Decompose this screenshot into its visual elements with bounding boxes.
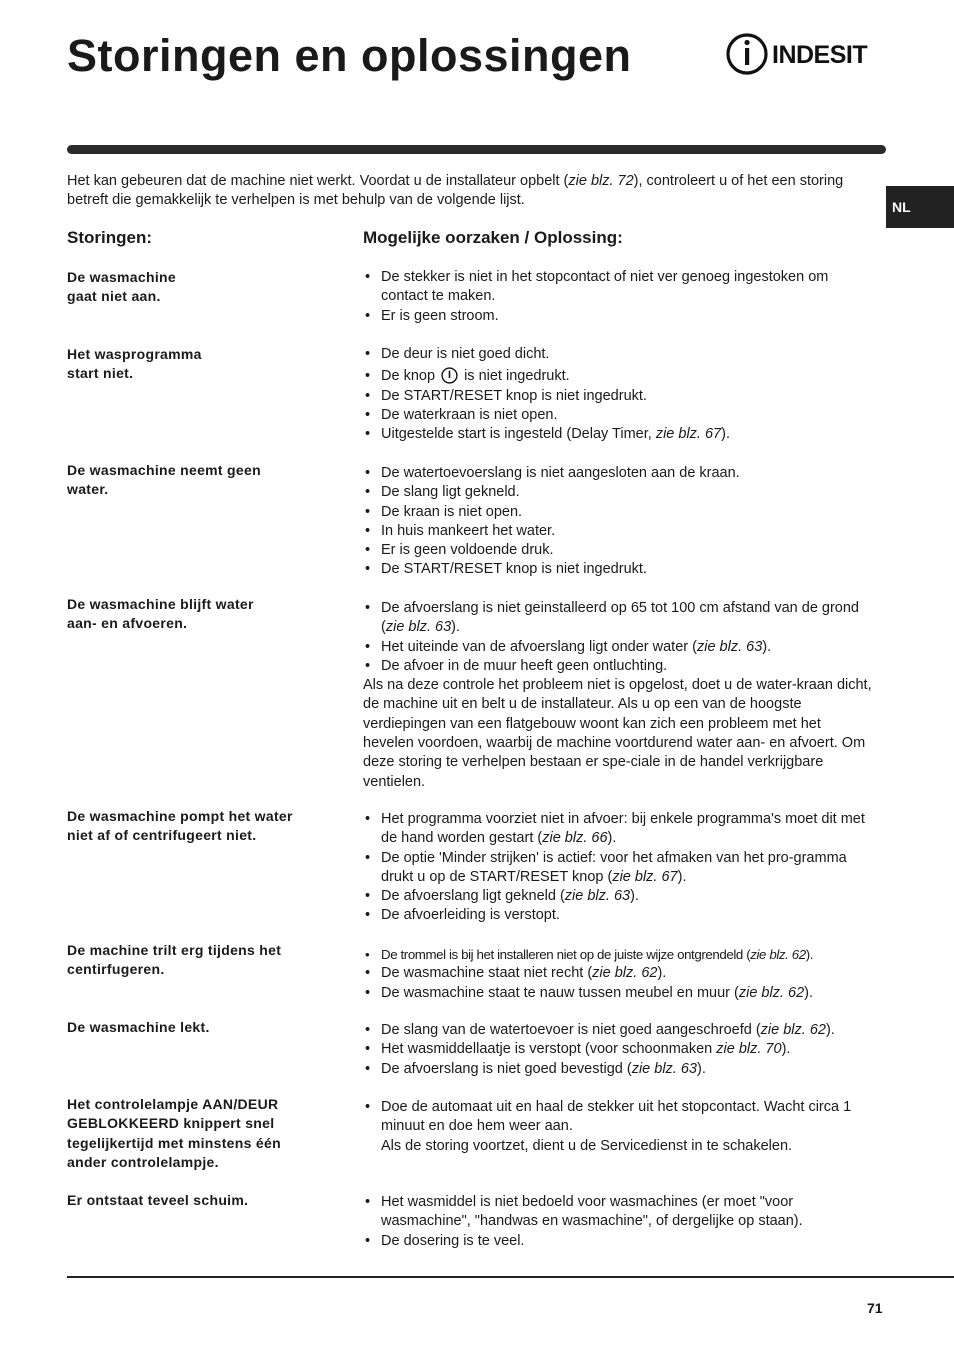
list-item: • De slang ligt gekneld.: [363, 483, 875, 502]
fault-solution: [363, 945, 875, 1003]
fault-solution: [363, 810, 875, 926]
list-item: • Het wasmiddellaatje is verstopt (voor schoonmaken zie blz. 70).: [363, 1040, 875, 1059]
list-item: • De afvoerleiding is verstopt.: [363, 906, 875, 925]
fault-title: [67, 461, 337, 500]
fault-title: [67, 941, 337, 980]
fault-title: [67, 1191, 337, 1210]
fault-title-line: water.: [67, 481, 109, 498]
language-tab: NL: [886, 186, 954, 228]
list-item: • De afvoerslang is niet goed bevestigd (zie blz. 63).: [363, 1060, 875, 1079]
fault-title-line: ander controlelampje.: [67, 1154, 219, 1171]
fault-title: [67, 807, 337, 846]
fault-title-line: tegelijkertijd met minstens één: [67, 1134, 281, 1151]
fault-title-line: De wasmachine blijft water: [67, 596, 254, 612]
list-item: • De optie 'Minder strijken' is actief: voor het afmaken van het pro-gramma drukt u op de START/RESET knop (zie blz. 67).: [363, 849, 875, 888]
list-item: • De wasmachine staat niet recht (zie blz. 62).: [363, 964, 875, 983]
fault-title-line: Het controlelampje AAN/DEUR: [67, 1096, 279, 1112]
list-item: • De stekker is niet in het stopcontact of niet ver genoeg ingestoken om contact te maken.: [363, 268, 875, 307]
fault-title: [67, 1095, 337, 1173]
list-item: • De knop is niet ingedrukt.: [363, 367, 875, 386]
list-item: • De waterkraan is niet open.: [363, 406, 875, 425]
list-item: • De START/RESET knop is niet ingedrukt.: [363, 387, 875, 406]
fault-solution: [363, 599, 875, 792]
list-item: • De trommel is bij het installeren niet op de juiste wijze ontgrendeld (zie blz. 62).: [363, 945, 875, 964]
list-item: • Het uiteinde van de afvoerslang ligt onder water (zie blz. 63).: [363, 638, 875, 657]
fault-note: Als na deze controle het probleem niet is opgelost, doet u de water-kraan dicht, de machine uit en belt u de installateur. Als u op een van de hoogste verdiepingen van een flatgebouw woont kan zich een probleem met het hevelen voordoen, waarbij de machine voortdurend water aan- en afvoert. Om deze storing te verhelpen bestaan er spe-ciale in de handel verkrijgbare ventielen.: [363, 677, 872, 790]
intro-page-ref: zie blz. 72: [568, 173, 634, 189]
list-item: • In huis mankeert het water.: [363, 522, 875, 541]
fault-title-line: centirfugeren.: [67, 961, 165, 978]
fault-title: [67, 595, 337, 634]
fault-title-line: Het wasprogramma: [67, 346, 202, 362]
intro-text-1: Het kan gebeuren dat de machine niet werkt. Voordat u de installateur opbelt (: [67, 173, 569, 189]
indesit-logo: [726, 32, 886, 76]
list-item: • Het wasmiddel is niet bedoeld voor wasmachines (er moet "voor wasmachine", "handwas en wasmachine", of dergelijke op staan).: [363, 1193, 875, 1232]
intro-text-2: ), controleert u of het een storing betreft die gemakkelijk te verhelpen is met behulp van de volgende lijst.: [67, 173, 844, 208]
fault-title-line: GEBLOKKEERD knippert snel: [67, 1115, 275, 1132]
page-title: Storingen en oplossingen: [67, 30, 632, 81]
page-number: 71: [867, 1300, 883, 1316]
list-item: • De dosering is te veel.: [363, 1232, 875, 1251]
list-item: • De START/RESET knop is niet ingedrukt.: [363, 560, 875, 579]
fault-title: [67, 268, 337, 307]
list-item: • De afvoerslang is niet geinstalleerd op 65 tot 100 cm afstand van de grond (zie blz. 63).: [363, 599, 875, 638]
list-item: • De deur is niet goed dicht.: [363, 345, 875, 364]
fault-solution: [363, 464, 875, 580]
list-item: • Er is geen stroom.: [363, 307, 875, 326]
list-item: • De kraan is niet open.: [363, 503, 875, 522]
fault-solution: [363, 1193, 875, 1251]
fault-title-line: De wasmachine pompt het water: [67, 808, 293, 824]
fault-solution: [363, 1021, 875, 1079]
header-divider: [67, 145, 886, 154]
list-item: • Uitgestelde start is ingesteld (Delay Timer, zie blz. 67).: [363, 425, 875, 444]
fault-note: Als de storing voortzet, dient u de Servicedienst in te schakelen.: [381, 1137, 793, 1154]
list-item: • Het programma voorziet niet in afvoer: bij enkele programma's moet dit met de hand worden gestart (zie blz. 66).: [363, 810, 875, 849]
fault-title: [67, 345, 337, 384]
list-item: • De slang van de watertoevoer is niet goed aangeschroefd (zie blz. 62).: [363, 1021, 875, 1040]
fault-title: [67, 1018, 337, 1037]
fault-title-line: niet af of centrifugeert niet.: [67, 827, 257, 844]
fault-title-line: De machine trilt erg tijdens het: [67, 942, 282, 958]
list-item: • Er is geen voldoende druk.: [363, 541, 875, 560]
faults-heading: Storingen:: [67, 228, 152, 247]
fault-title-line: De wasmachine: [67, 269, 176, 285]
fault-title-line: start niet.: [67, 365, 134, 382]
power-button-icon: [441, 367, 458, 384]
fault-title-line: De wasmachine neemt geen: [67, 462, 261, 478]
fault-solution: [363, 345, 875, 444]
fault-title-line: Er ontstaat teveel schuim.: [67, 1192, 249, 1208]
fault-title-line: gaat niet aan.: [67, 288, 161, 305]
intro-paragraph: [67, 172, 857, 210]
fault-solution: [363, 1098, 875, 1156]
list-item: • De watertoevoerslang is niet aangesloten aan de kraan.: [363, 464, 875, 483]
fault-solution: [363, 268, 875, 326]
list-item: • Doe de automaat uit en haal de stekker uit het stopcontact. Wacht circa 1 minuut en doe hem weer aan.: [363, 1098, 875, 1137]
fault-title-line: De wasmachine lekt.: [67, 1019, 210, 1035]
causes-heading: Mogelijke oorzaken / Oplossing:: [363, 228, 623, 247]
footer-divider: [67, 1276, 954, 1278]
logo-wordmark: INDESIT: [772, 41, 868, 69]
fault-title-line: aan- en afvoeren.: [67, 615, 188, 632]
list-item: • De wasmachine staat te nauw tussen meubel en muur (zie blz. 62).: [363, 984, 875, 1003]
list-item: • De afvoerslang ligt gekneld (zie blz. 63).: [363, 887, 875, 906]
list-item: • De afvoer in de muur heeft geen ontluchting.: [363, 657, 875, 676]
